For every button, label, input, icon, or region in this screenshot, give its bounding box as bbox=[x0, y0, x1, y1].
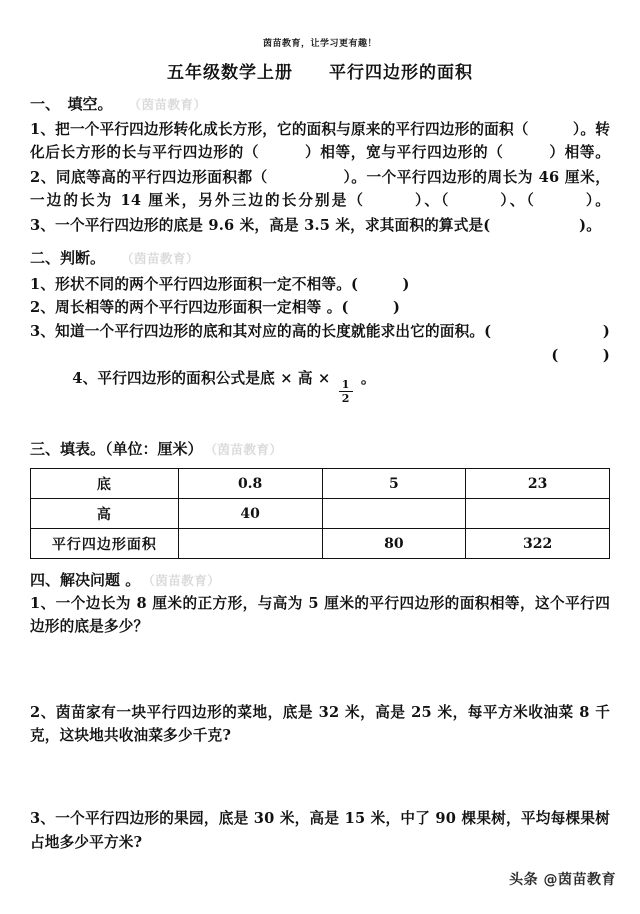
table-cell[interactable] bbox=[322, 499, 466, 529]
page-title: 五年级数学上册 平行四边形的面积 bbox=[167, 63, 473, 83]
answer-space-1[interactable] bbox=[30, 639, 610, 701]
solve-problem-3: 3、一个平行四边形的果园，底是 30 米，高是 15 米，中了 90 棵果树，平均每棵果树占地多少平方米? bbox=[30, 810, 610, 851]
table-cell[interactable]: 23 bbox=[466, 469, 610, 499]
judgement-item-mark: ( ) bbox=[551, 346, 610, 364]
fraction-one-half bbox=[339, 379, 353, 404]
judgement-item-4 bbox=[30, 344, 610, 428]
table-row bbox=[31, 529, 610, 559]
watermark-text: （茵苗教育） bbox=[128, 97, 207, 112]
watermark-text: （茵苗教育） bbox=[142, 573, 221, 589]
judgement-list bbox=[30, 273, 610, 428]
table-row-label: 平行四边形面积 bbox=[31, 529, 179, 559]
section-heading-label: 二、判断。 bbox=[30, 248, 106, 267]
section-heading-solve-problems bbox=[30, 570, 610, 592]
footer-watermark: 头条 @茵苗教育 bbox=[509, 872, 616, 888]
table-cell[interactable]: 5 bbox=[322, 469, 466, 499]
table-cell[interactable]: 0.8 bbox=[178, 469, 322, 499]
judgement-item-text: 1、形状不同的两个平行四边形面积一定不相等。( ) bbox=[30, 275, 410, 293]
section-heading-label: 三、填表。（单位：厘米） bbox=[30, 439, 203, 458]
parallelogram-table bbox=[30, 468, 610, 559]
fraction-denominator: 2 bbox=[339, 391, 353, 404]
table-row bbox=[31, 469, 610, 499]
fill-blank-question-3: 3、一个平行四边形的底是 9.6 米，高是 3.5 米，求其面积的算式是( )。 bbox=[30, 216, 602, 234]
answer-space-2[interactable] bbox=[30, 747, 610, 807]
judgement-item-mark: ) bbox=[602, 323, 610, 341]
table-cell[interactable] bbox=[466, 499, 610, 529]
section-heading-fill-blank bbox=[30, 94, 610, 116]
fill-blank-question-2: 2、同底等高的平行四边形面积都（ ）。一个平行四边形的周长为 46 厘米，一边的长为 14 厘米，另外三边的长分别是（ ）、（ ）、（ ）。 bbox=[30, 168, 610, 209]
watermark-text: （茵苗教育） bbox=[121, 250, 200, 266]
judgement-item-3 bbox=[30, 320, 610, 344]
table-cell[interactable]: 80 bbox=[322, 529, 466, 559]
judgement-item-text: 2、周长相等的两个平行四边形面积一定相等 。( ) bbox=[30, 299, 401, 317]
fill-blank-question-1: 1、把一个平行四边形转化成长方形，它的面积与原来的平行四边形的面积（ ）。转化后长方形的长与平行四边形的（ ）相等，宽与平行四边形的（ ）相等。 bbox=[30, 120, 611, 161]
judgement-item-1 bbox=[30, 273, 610, 297]
table-row-label: 底 bbox=[31, 469, 179, 499]
brand-tagline: 茵苗教育，让学习更有趣！ bbox=[262, 39, 377, 49]
table-row-label: 高 bbox=[31, 499, 179, 529]
solve-problem-2: 2、茵苗家有一块平行四边形的菜地，底是 32 米，高是 25 米，每平方米收油菜 8 千克，这块地共收油菜多少千克? bbox=[30, 703, 610, 745]
judgement-item-text bbox=[30, 344, 376, 428]
section-heading-label: 四、解决问题 。 bbox=[30, 571, 141, 590]
section-heading-fill-table bbox=[30, 439, 610, 461]
section-heading-judgement bbox=[30, 248, 610, 270]
section-heading-label: 一、 填空。 bbox=[30, 95, 113, 113]
table-cell[interactable] bbox=[178, 529, 322, 559]
judgement-item-2 bbox=[30, 296, 610, 320]
solve-problem-1: 1、一个边长为 8 厘米的正方形，与高为 5 厘米的平行四边形的面积相等，这个平行四边形的底是多少？ bbox=[30, 595, 610, 636]
table-cell[interactable]: 40 bbox=[178, 499, 322, 529]
table-row bbox=[31, 499, 610, 529]
formula-text-before: 4、平行四边形的面积公式是底 × 高 × bbox=[72, 370, 336, 388]
formula-text-after: 。 bbox=[355, 370, 376, 388]
fraction-numerator: 1 bbox=[341, 377, 350, 391]
judgement-item-text: 3、知道一个平行四边形的底和其对应的高的长度就能求出它的面积。( bbox=[30, 323, 492, 341]
table-cell[interactable]: 322 bbox=[466, 529, 610, 559]
watermark-text: （茵苗教育） bbox=[204, 441, 283, 457]
